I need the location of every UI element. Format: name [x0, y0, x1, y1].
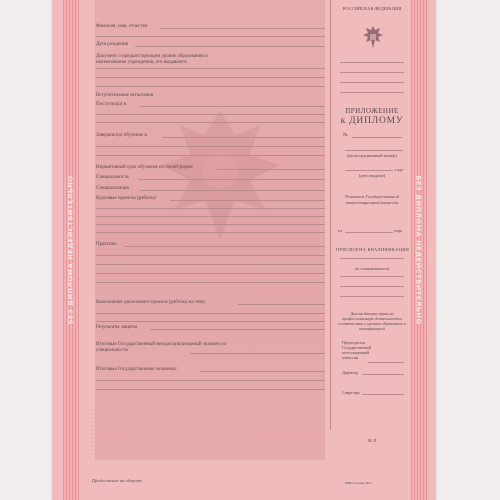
- course-projects-line-5: [96, 232, 325, 233]
- enrolled-line-2: [96, 114, 325, 115]
- issue-date-caption: (дата выдачи): [358, 173, 386, 178]
- eagle-watermark-icon: [140, 90, 300, 260]
- prev-doc-line-1: [96, 68, 325, 69]
- finished-line: [162, 137, 325, 138]
- normative-term-label: Нормативный срок обучения по очной форме: [96, 165, 193, 170]
- left-strip-text: БЕЗ ДИПЛОМА НЕДЕЙСТВИТЕЛЬНО: [67, 175, 76, 325]
- enrolled-line: [140, 106, 325, 107]
- prev-doc-label: Документ о предшествующем уровне образования и наименование учреждения, его выдавшего: [96, 54, 208, 65]
- registrar-label: Секретарь: [342, 390, 360, 395]
- chair-signature-line: [368, 362, 404, 363]
- specialty-label: Специальность: [96, 175, 129, 180]
- header-line-3: [340, 82, 404, 83]
- surname-line-2: [96, 36, 325, 37]
- decision-year: года: [394, 228, 403, 233]
- prev-doc-line-2: [96, 77, 325, 78]
- reg-number-caption: (регистрационный номер): [347, 153, 397, 158]
- state-exams-line-2: [96, 380, 325, 381]
- specialty-line-1: [340, 276, 404, 277]
- entrance-exams-label: Вступительные испытания: [96, 93, 154, 98]
- reg-number-line: [345, 150, 403, 151]
- birth-date-label: Дата рождения: [96, 42, 128, 47]
- birth-date-line: [135, 46, 325, 47]
- chair-label: Председатель Государственной аттестационной комиссии: [342, 340, 371, 360]
- coat-of-arms-icon: [362, 24, 384, 50]
- practices-label: Практики: [96, 242, 117, 247]
- director-signature-line: [362, 374, 404, 375]
- lower-pattern: [82, 408, 322, 458]
- thesis-line-2: [96, 313, 325, 314]
- finished-line-2: [96, 146, 325, 147]
- state-exam-specialty-line: [190, 353, 325, 354]
- stamp-label: М. П.: [368, 438, 378, 443]
- qualification-label: ПРИСВОЕНА КВАЛИФИКАЦИЯ: [336, 247, 410, 252]
- header-line-1: [340, 62, 404, 63]
- thesis-line: [238, 304, 325, 305]
- number-line: [352, 137, 402, 138]
- issue-year-suffix: года: [395, 167, 404, 172]
- supplement-title-main: к ДИПЛОМУ: [340, 116, 404, 126]
- prev-doc-line-3: [96, 86, 325, 87]
- from-label: от: [338, 228, 343, 233]
- state-exams-line: [200, 371, 325, 372]
- header-line-2: [340, 72, 404, 73]
- footer-code: ИББ Госзнак 2011: [345, 481, 372, 485]
- state-exams-line-3: [96, 389, 325, 390]
- specialization-label: Специализация: [96, 186, 129, 191]
- issue-date-line: [345, 170, 393, 171]
- decision-label: Решением Государственной аттестационной комиссии: [345, 194, 399, 205]
- enrolled-label: Поступил(а) в: [96, 102, 127, 107]
- state-exams-label: Итоговые Государственные экзамены:: [96, 367, 178, 372]
- course-projects-line-3: [96, 216, 325, 217]
- thesis-line-3: [96, 321, 325, 322]
- practices-line-2: [96, 255, 325, 256]
- practices-line-5: [96, 282, 325, 283]
- continued-note: Продолжение на обороте: [92, 478, 142, 483]
- thesis-label: Выполнение дипломного проекта (работы) на тему:: [96, 300, 207, 305]
- specialty-line-3: [340, 296, 404, 297]
- practices-line-4: [96, 273, 325, 274]
- supplement-title-top: ПРИЛОЖЕНИЕ: [345, 107, 399, 115]
- practices-line-3: [96, 264, 325, 265]
- finished-line-3: [96, 155, 325, 156]
- course-projects-line: [170, 200, 325, 201]
- practices-line: [125, 246, 325, 247]
- qualification-line: [340, 258, 404, 259]
- thesis-result-line: [150, 329, 325, 330]
- header-line-4: [340, 92, 404, 93]
- specialty-line-2: [340, 286, 404, 287]
- finished-label: Завершил(а) обучение в: [96, 133, 147, 138]
- course-projects-label: Курсовые проекты (работы):: [96, 196, 157, 201]
- surname-line: [160, 28, 325, 29]
- course-projects-line-2: [96, 208, 325, 209]
- surname-label: Фамилия, имя, отчество: [96, 24, 148, 29]
- decision-date-line: [345, 232, 393, 233]
- enrolled-line-3: [96, 122, 325, 123]
- registrar-signature-line: [362, 394, 404, 395]
- federation-label: РОССИЙСКАЯ ФЕДЕРАЦИЯ: [342, 6, 402, 11]
- specialty-line: [138, 179, 325, 180]
- specialization-line: [140, 190, 325, 191]
- normative-term-line: [217, 169, 325, 170]
- validity-note: Диплом дающих право на профессиональную деятельность в соответствии с уровнем образования и квалификацией: [338, 311, 406, 331]
- thesis-result-label: Результаты защиты: [96, 325, 138, 330]
- by-specialty-label: по специальности: [354, 266, 390, 271]
- number-sign: №: [343, 133, 348, 138]
- column-divider: [330, 0, 331, 430]
- course-projects-line-4: [96, 224, 325, 225]
- director-label: Директор: [342, 370, 359, 375]
- right-strip-text: БЕЗ ДИПЛОМА НЕДЕЙСТВИТЕЛЬНО: [415, 175, 424, 325]
- state-exam-specialty-label: Итоговые Государственный междисциплинарный экзамен по специальности: [96, 342, 227, 353]
